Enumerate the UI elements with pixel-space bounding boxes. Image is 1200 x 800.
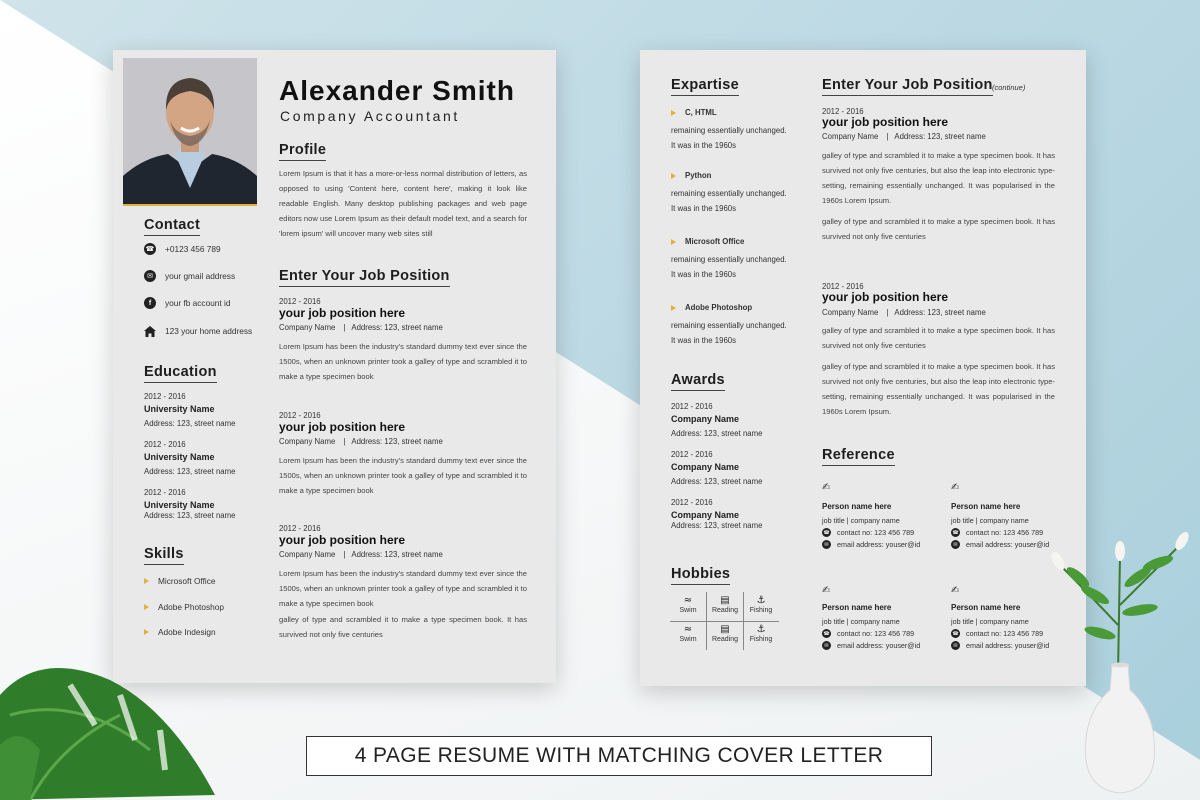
job-description: galley of type and scrambled it to make a type specimen book. It has survived not only five centuries, but also the leap into electronic type-setting, remaining essentially unchanged. It was popularised in the 1960s Lorem Ipsum. [822, 151, 1055, 205]
bullet-icon [671, 239, 676, 245]
mail-icon: ✉ [822, 641, 831, 650]
job-meta: Company Name | Address: 123, street name [279, 323, 443, 332]
reference-name: Person name here [951, 502, 1021, 511]
expertise-item [671, 171, 711, 180]
contact-email-text: your gmail address [165, 271, 236, 281]
facebook-icon: f [144, 297, 156, 309]
edu-address: Address: 123, street name [144, 511, 236, 520]
award-company: Company Name [671, 462, 740, 472]
job-years: 2012 - 2016 [279, 411, 321, 420]
job-title: your job position here [822, 115, 949, 129]
hobbies-grid [670, 592, 779, 650]
home-icon [144, 325, 156, 337]
reference-phone [951, 528, 1043, 537]
job-company: Company Name [822, 132, 879, 141]
hobby-label: Fishing [749, 636, 773, 643]
job-description: galley of type and scrambled it to make a type specimen book. It has survived not only five centuries [822, 326, 1055, 350]
award-company: Company Name [671, 510, 740, 520]
bullet-icon [671, 110, 676, 116]
reference-email [951, 540, 1049, 549]
reference-heading: Reference [822, 447, 895, 463]
continue-label: (continue) [992, 83, 1026, 92]
expertise-item [671, 303, 752, 312]
job-description: Lorem Ipsum has been the industry's standard dummy text ever since the 1500s, when an unknown printer took a galley of type and scrambled it to make a type specimen book [279, 456, 527, 495]
hobby-label: Reading [711, 607, 739, 614]
expertise-item [671, 237, 744, 246]
contact-facebook [144, 297, 231, 309]
mail-icon: ✉ [951, 641, 960, 650]
award-years: 2012 - 2016 [671, 402, 713, 411]
skill-item [144, 627, 216, 637]
signature-icon: ✍ [822, 482, 831, 493]
reference-name: Person name here [951, 603, 1021, 612]
award-years: 2012 - 2016 [671, 498, 713, 507]
hobby-label: Reading [711, 636, 739, 643]
job-description: Lorem Ipsum has been the industry's standard dummy text ever since the 1500s, when an unknown printer took a galley of type and scrambled it to make a type specimen book [279, 342, 527, 381]
expertise-line: remaining essentially unchanged. [671, 189, 787, 198]
reference-name: Person name here [822, 502, 892, 511]
reference-job: job title | company name [822, 516, 900, 525]
phone-icon: ☎ [952, 630, 959, 637]
skill-label: Adobe Photoshop [158, 602, 224, 612]
skill-item [144, 576, 215, 586]
contact-home-text: 123 your home address [165, 326, 253, 336]
reference-email [822, 641, 920, 650]
job-meta: Company Name | Address: 123, street name [822, 308, 986, 317]
edu-school: University Name [144, 500, 215, 510]
reference-email [951, 641, 1049, 650]
contact-phone [144, 243, 221, 255]
hobby-item [743, 623, 779, 651]
phone-icon: ☎ [145, 245, 155, 253]
expertise-line: remaining essentially unchanged. [671, 321, 787, 330]
hobby-label: Swim [679, 607, 697, 614]
bullet-icon [144, 578, 149, 584]
award-company: Company Name [671, 414, 740, 424]
job-description-extra: galley of type and scrambled it to make a type specimen book. It has survived not only five centuries [822, 217, 1055, 241]
job-title: your job position here [279, 306, 406, 320]
reference-email-text: email address: youser@id [966, 540, 1050, 549]
phone-icon: ☎ [952, 529, 959, 536]
expertise-name: C, HTML [685, 108, 717, 117]
reference-job: job title | company name [951, 617, 1029, 626]
reference-email-text: email address: youser@id [837, 641, 921, 650]
job-company: Company Name [279, 437, 336, 446]
job-company: Company Name [279, 550, 336, 559]
job-company: Company Name [279, 323, 336, 332]
expertise-item [671, 108, 717, 117]
job-years: 2012 - 2016 [822, 107, 864, 116]
edu-school: University Name [144, 404, 215, 414]
job-address: Address: 123, street name [351, 550, 443, 559]
education-heading: Education [144, 364, 217, 380]
skill-label: Microsoft Office [158, 576, 216, 586]
job-years: 2012 - 2016 [279, 297, 321, 306]
signature-icon: ✍ [951, 585, 960, 596]
job-meta: Company Name | Address: 123, street name [279, 437, 443, 446]
skill-label: Adobe Indesign [158, 627, 216, 637]
contact-home [144, 325, 252, 337]
job-address: Address: 123, street name [894, 132, 986, 141]
job-meta: Company Name | Address: 123, street name [279, 550, 443, 559]
awards-heading: Awards [671, 372, 725, 388]
experience-heading: Enter Your Job Position [279, 268, 450, 284]
monstera-leaf-decoration [0, 655, 225, 800]
reference-email-text: email address: youser@id [966, 641, 1050, 650]
fishing-icon: ⚓ [756, 595, 766, 606]
bullet-icon [671, 173, 676, 179]
job-address: Address: 123, street name [351, 323, 443, 332]
expertise-heading: Expartise [671, 77, 739, 93]
award-address: Address: 123, street name [671, 521, 763, 530]
reference-phone [822, 528, 914, 537]
signature-icon: ✍ [951, 482, 960, 493]
job-meta: Company Name | Address: 123, street name [822, 132, 986, 141]
edu-years: 2012 - 2016 [144, 392, 186, 401]
signature-icon: ✍ [822, 585, 831, 596]
expertise-line: It was in the 1960s [671, 141, 737, 150]
book-icon: ▤ [720, 595, 730, 606]
profile-heading: Profile [279, 142, 327, 158]
skills-heading: Skills [144, 546, 184, 562]
edu-school: University Name [144, 452, 215, 462]
expertise-line: remaining essentially unchanged. [671, 255, 787, 264]
contact-email [144, 270, 235, 282]
hobby-label: Swim [679, 636, 697, 643]
resume-page-right [640, 50, 1086, 686]
swim-icon: ≈ [683, 624, 693, 635]
promo-banner: 4 PAGE RESUME WITH MATCHING COVER LETTER [306, 736, 932, 776]
reference-phone-text: contact no: 123 456 789 [837, 629, 915, 638]
contact-heading: Contact [144, 217, 201, 233]
edu-years: 2012 - 2016 [144, 488, 186, 497]
mail-icon: ✉ [951, 540, 960, 549]
edu-years: 2012 - 2016 [144, 440, 186, 449]
expertise-line: It was in the 1960s [671, 204, 737, 213]
hobby-item [707, 594, 743, 622]
hobby-item [670, 623, 706, 651]
expertise-name: Microsoft Office [685, 237, 745, 246]
photo-accent-bar [123, 204, 257, 206]
phone-icon: ☎ [823, 630, 830, 637]
swim-icon: ≈ [683, 595, 693, 606]
expertise-line: It was in the 1960s [671, 336, 737, 345]
reference-email [822, 540, 920, 549]
hobbies-heading: Hobbies [671, 566, 731, 582]
reference-phone [951, 629, 1043, 638]
reference-name: Person name here [822, 603, 892, 612]
job-description-extra: galley of type and scrambled it to make a type specimen book. It has survived not only five centuries [279, 615, 527, 639]
job-description-extra: galley of type and scrambled it to make a type specimen book. It has survived not only five centuries, but also the leap into electronic type-setting, remaining essentially unchanged. It was popularised in the 1960s Lorem Ipsum. [822, 362, 1055, 416]
job-address: Address: 123, street name [351, 437, 443, 446]
mail-icon: ✉ [822, 540, 831, 549]
contact-facebook-text: your fb account id [165, 298, 231, 308]
contact-phone-text: +0123 456 789 [165, 244, 221, 254]
award-address: Address: 123, street name [671, 477, 763, 486]
expertise-line: remaining essentially unchanged. [671, 126, 787, 135]
hobby-item [670, 594, 706, 622]
reference-phone-text: contact no: 123 456 789 [837, 528, 915, 537]
phone-icon: ☎ [823, 529, 830, 536]
bullet-icon [671, 305, 676, 311]
award-years: 2012 - 2016 [671, 450, 713, 459]
job-address: Address: 123, street name [894, 308, 986, 317]
reference-phone [822, 629, 914, 638]
candidate-name: Alexander Smith [279, 75, 515, 106]
job-years: 2012 - 2016 [822, 282, 864, 291]
profile-photo [123, 58, 257, 205]
hobby-label: Fishing [749, 607, 773, 614]
job-company: Company Name [822, 308, 879, 317]
reference-job: job title | company name [822, 617, 900, 626]
experience-heading: Enter Your Job Position [822, 77, 993, 93]
edu-address: Address: 123, street name [144, 419, 236, 428]
reference-phone-text: contact no: 123 456 789 [966, 528, 1044, 537]
hobby-item [743, 594, 779, 622]
profile-text: Lorem Ipsum is that it has a more-or-less normal distribution of letters, as opposed to using 'Content here, content here', making it look like readable English. Many desktop publishing packages and web page editors now use Lorem Ipsum as their default model text, and a search for 'lorem ipsum' will uncover many web sites still [279, 169, 527, 238]
vase-flowers-decoration [1040, 515, 1200, 800]
award-address: Address: 123, street name [671, 429, 763, 438]
bullet-icon [144, 604, 149, 610]
book-icon: ▤ [720, 624, 730, 635]
edu-address: Address: 123, street name [144, 467, 236, 476]
resume-page-left [113, 50, 556, 683]
expertise-name: Python [685, 171, 712, 180]
hobby-item [707, 623, 743, 651]
reference-job: job title | company name [951, 516, 1029, 525]
reference-email-text: email address: youser@id [837, 540, 921, 549]
reference-phone-text: contact no: 123 456 789 [966, 629, 1044, 638]
job-description: Lorem Ipsum has been the industry's standard dummy text ever since the 1500s, when an unknown printer took a galley of type and scrambled it to make a type specimen book [279, 569, 527, 608]
fishing-icon: ⚓ [756, 624, 766, 635]
mail-icon: ✉ [144, 270, 156, 282]
job-years: 2012 - 2016 [279, 524, 321, 533]
skill-item [144, 602, 224, 612]
bullet-icon [144, 629, 149, 635]
expertise-line: It was in the 1960s [671, 270, 737, 279]
expertise-name: Adobe Photoshop [685, 303, 753, 312]
candidate-role: Company Accountant [280, 108, 460, 124]
job-title: your job position here [279, 420, 406, 434]
job-title: your job position here [279, 533, 406, 547]
job-title: your job position here [822, 290, 949, 304]
